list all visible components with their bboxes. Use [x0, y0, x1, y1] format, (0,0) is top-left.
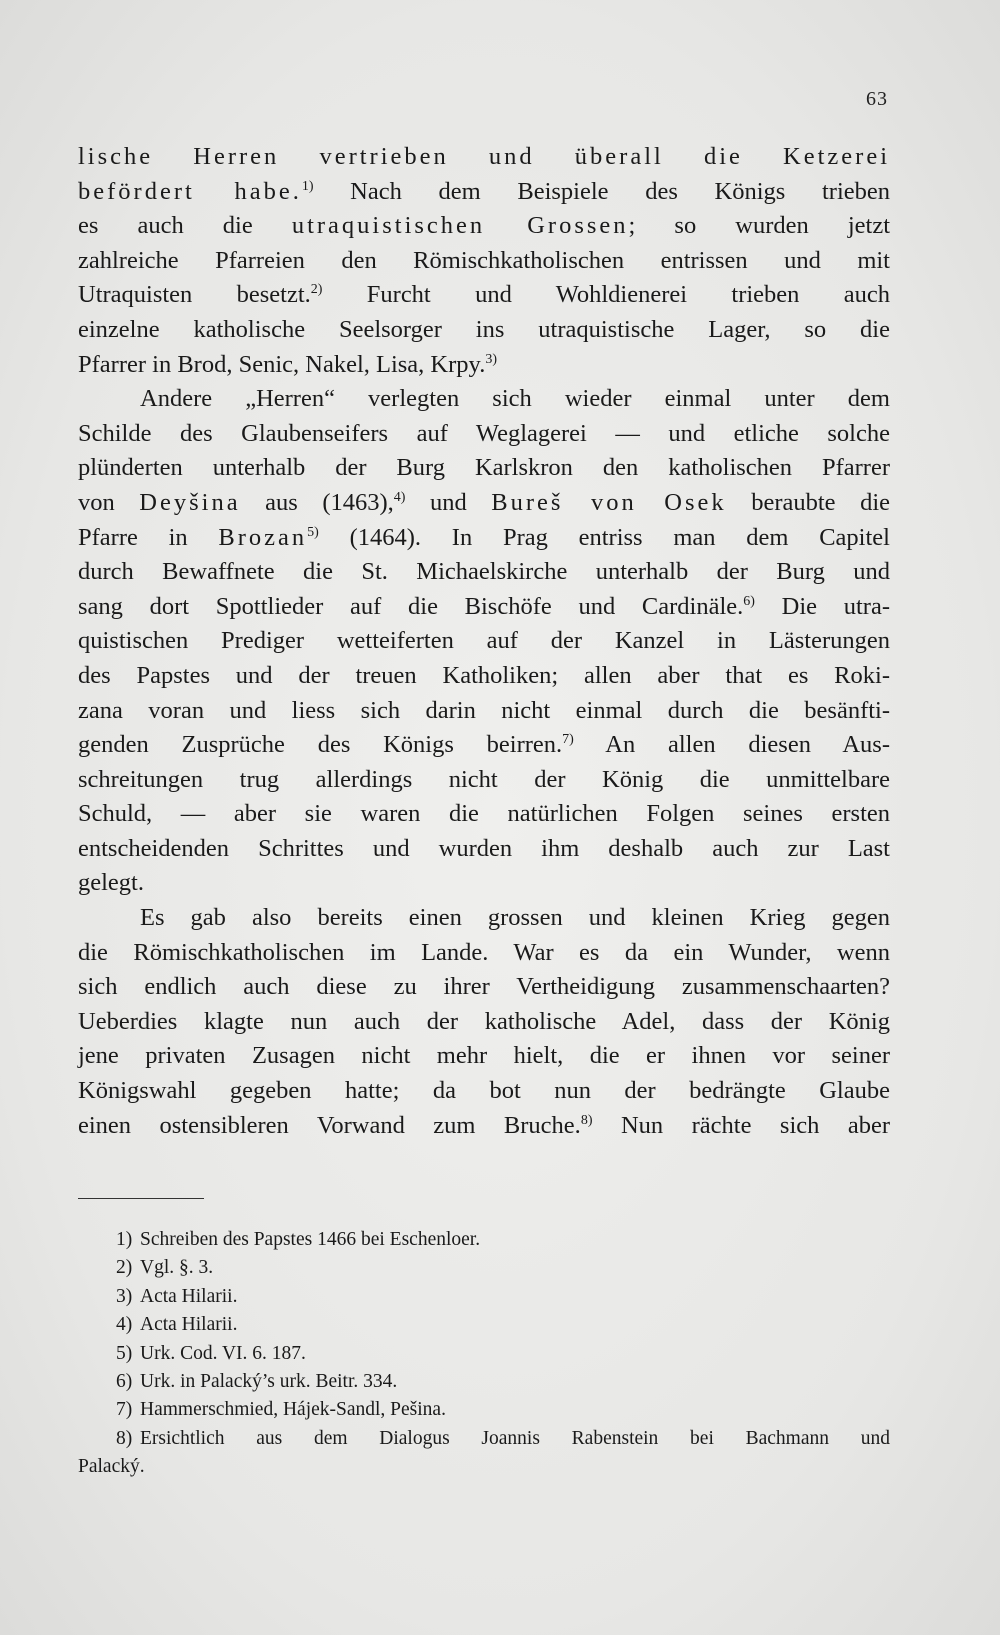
footnote-mark: 7) — [116, 1399, 133, 1421]
footnote-reference: 8) — [580, 1112, 593, 1128]
text-line — [78, 659, 890, 694]
footnote-mark: 4) — [116, 1314, 133, 1336]
text-line — [78, 797, 890, 832]
text-segment: Andere „Herren“ verlegten sich wieder einmal unter dem — [140, 385, 890, 413]
text-segment: jene privaten Zusagen nicht mehr hielt, die er ihnen vor seiner — [78, 1042, 890, 1070]
text-line — [78, 486, 890, 521]
emphasized-text: Bureš von Osek — [491, 488, 727, 516]
text-line — [78, 555, 890, 590]
text-segment: ; so wurden jetzt — [628, 212, 890, 240]
text-line — [78, 348, 890, 383]
footnote — [78, 1453, 890, 1481]
footnote-reference: 4) — [393, 489, 406, 505]
text-segment: zahlreiche Pfarreien den Römischkatholischen entrissen und mit — [78, 246, 890, 274]
text-line — [78, 936, 890, 971]
text-line — [78, 1074, 890, 1109]
footnote-mark: 8) — [116, 1427, 133, 1449]
text-line — [78, 140, 890, 175]
text-segment: durch Bewaffnete die St. Michaelskirche unterhalb der Burg und — [78, 558, 890, 586]
text-line — [78, 1039, 890, 1074]
emphasized-text: utraquistischen Grossen — [291, 212, 629, 240]
emphasized-text: befördert habe. — [78, 177, 302, 205]
text-line — [78, 175, 890, 210]
text-line — [78, 590, 890, 625]
footnote-reference: 6) — [743, 593, 755, 609]
text-segment: Nach dem Beispiele des Königs trieben — [313, 177, 890, 205]
footnote-mark: 6) — [116, 1370, 133, 1392]
footnote-text: Urk. in Palacký’s urk. Beitr. 334. — [140, 1370, 398, 1392]
text-segment: zana voran und liess sich darin nicht einmal durch die besänfti- — [78, 696, 890, 724]
text-line — [78, 417, 890, 452]
text-segment: Pfarre in — [78, 523, 219, 551]
text-segment: beraubte die — [726, 488, 891, 516]
text-segment: von — [78, 488, 140, 516]
text-segment: quistischen Prediger wetteiferten auf der Kanzel in Lästerungen — [78, 627, 890, 655]
footnote — [78, 1254, 890, 1282]
footnote-reference: 3) — [485, 351, 497, 367]
text-line — [78, 728, 890, 763]
page-number: 63 — [866, 88, 888, 110]
text-line — [78, 451, 890, 486]
text-line — [78, 382, 890, 417]
footnote — [78, 1396, 890, 1424]
text-segment: aus (1463), — [240, 488, 394, 516]
text-segment: schreitungen trug allerdings nicht der König die unmittelbare — [78, 765, 890, 793]
text-segment: An allen diesen Aus- — [573, 731, 890, 759]
footnote-separator — [78, 1198, 204, 1199]
footnote — [78, 1340, 890, 1368]
text-line — [78, 278, 890, 313]
footnote — [78, 1368, 890, 1396]
text-segment: gelegt. — [78, 869, 144, 897]
text-segment: Utraquisten besetzt. — [78, 281, 311, 309]
footnote — [78, 1283, 890, 1311]
text-segment: Nun rächte sich aber — [592, 1111, 890, 1139]
footnote-text: Schreiben des Papstes 1466 bei Eschenloer. — [140, 1229, 481, 1250]
text-segment: Schilde des Glaubenseifers auf Weglagerei — und etliche solche — [78, 419, 890, 447]
footnote-mark: 1) — [116, 1229, 133, 1250]
text-segment: Die utra- — [754, 592, 890, 620]
text-segment: Es gab also bereits einen grossen und kleinen Krieg gegen — [140, 904, 890, 932]
text-segment: sich endlich auch diese zu ihrer Vertheidigung zusammenschaarten? — [78, 973, 890, 1001]
footnote-mark: 3) — [116, 1285, 133, 1307]
text-line — [78, 970, 890, 1005]
footnote-text: Urk. Cod. VI. 6. 187. — [140, 1342, 306, 1364]
text-segment: genden Zusprüche des Königs beirren. — [78, 731, 563, 759]
footnotes — [78, 1226, 890, 1482]
footnote-text: Ersichtlich aus dem Dialogus Joannis Rabenstein bei Bachmann und — [140, 1427, 890, 1449]
text-segment: und — [405, 488, 492, 516]
text-segment: Ueberdies klagte nun auch der katholische Adel, dass der König — [78, 1007, 890, 1035]
footnote-mark: 2) — [116, 1257, 133, 1279]
text-line — [78, 1109, 890, 1144]
text-line — [78, 209, 890, 244]
text-segment: (1464). In Prag entriss man dem Capitel — [318, 523, 890, 551]
footnote — [78, 1425, 890, 1453]
text-line — [78, 901, 890, 936]
footnote-reference: 1) — [301, 178, 314, 194]
emphasized-text: Brozan — [218, 523, 308, 551]
text-segment: die Römischkatholischen im Lande. War es da ein Wunder, wenn — [78, 938, 890, 966]
body-text — [78, 140, 890, 1143]
footnote-text: Hammerschmied, Hájek-Sandl, Pešina. — [140, 1399, 446, 1421]
text-line — [78, 763, 890, 798]
text-line — [78, 866, 890, 901]
text-line — [78, 244, 890, 279]
footnote-reference: 5) — [307, 524, 319, 540]
text-segment: plünderten unterhalb der Burg Karlskron den katholischen Pfarrer — [78, 454, 890, 482]
text-line — [78, 832, 890, 867]
emphasized-text: Deyšina — [139, 488, 241, 516]
text-segment: einen ostensibleren Vorwand zum Bruche. — [78, 1111, 581, 1139]
text-segment: Furcht und Wohldienerei trieben auch — [322, 281, 890, 309]
footnote-mark: 5) — [116, 1342, 133, 1364]
footnote-text: Acta Hilarii. — [140, 1314, 238, 1336]
text-segment: Königswahl gegeben hatte; da bot nun der bedrängte Glaube — [78, 1077, 890, 1105]
footnote-reference: 7) — [562, 732, 574, 748]
text-line — [78, 521, 890, 556]
footnote — [78, 1311, 890, 1339]
text-line — [78, 313, 890, 348]
text-segment: es auch die — [78, 212, 292, 240]
text-line — [78, 624, 890, 659]
text-line — [78, 694, 890, 729]
footnote-text: Vgl. §. 3. — [140, 1257, 214, 1279]
text-segment: Schuld, — aber sie waren die natürlichen Folgen seines ersten — [78, 800, 890, 828]
emphasized-text: lische Herren vertrieben und überall die Ketzerei — [78, 143, 890, 170]
text-line — [78, 1005, 890, 1040]
text-segment: Pfarrer in Brod, Senic, Nakel, Lisa, Krpy. — [78, 350, 486, 378]
footnote-text: Palacký. — [78, 1456, 145, 1478]
footnote-text: Acta Hilarii. — [140, 1285, 238, 1307]
footnote — [78, 1226, 890, 1254]
text-segment: entscheidenden Schrittes und wurden ihm deshalb auch zur Last — [78, 834, 890, 862]
text-segment: des Papstes und der treuen Katholiken; allen aber that es Roki- — [78, 661, 890, 689]
footnote-reference: 2) — [310, 282, 323, 298]
text-segment: sang dort Spottlieder auf die Bischöfe und Cardinäle. — [78, 592, 744, 620]
text-segment: einzelne katholische Seelsorger ins utraquistische Lager, so die — [78, 315, 890, 343]
